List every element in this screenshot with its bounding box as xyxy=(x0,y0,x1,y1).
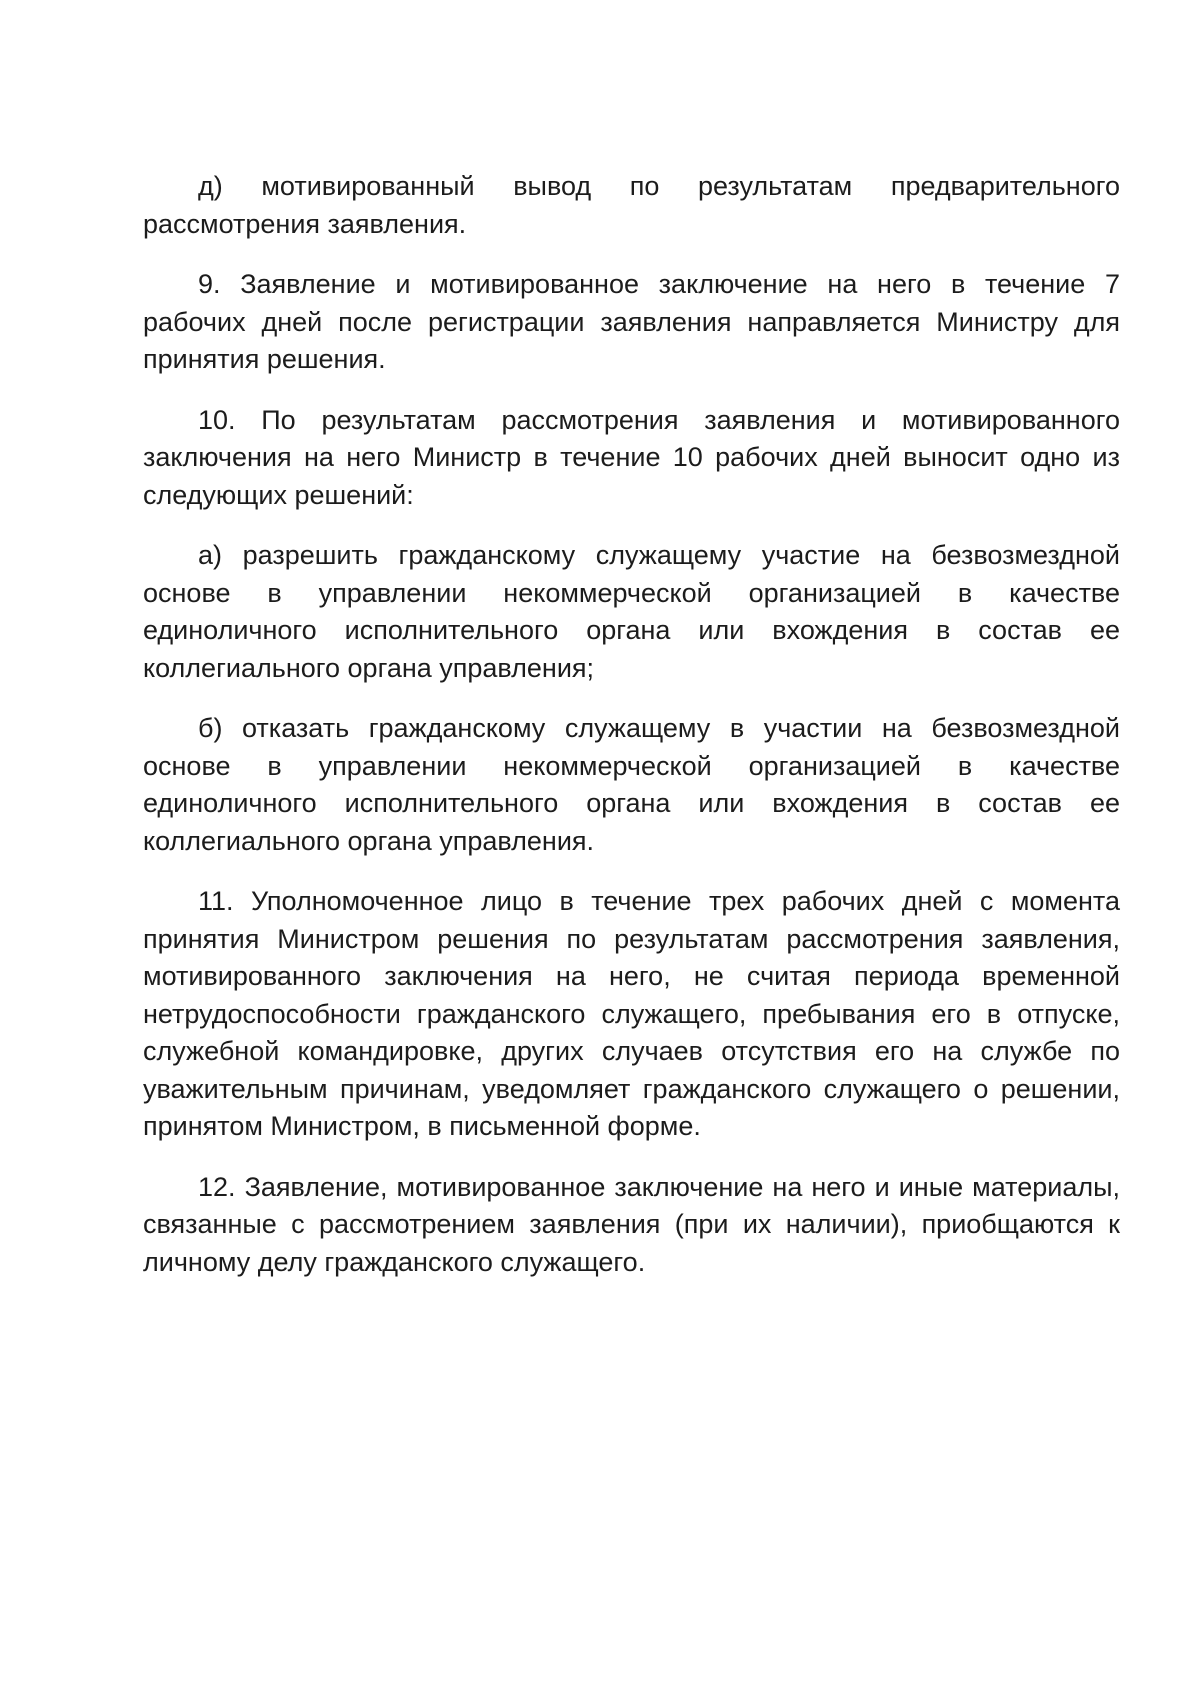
paragraph-d-conclusion: д) мотивированный вывод по результатам предварительного рассмотрения заявления. xyxy=(143,171,1120,239)
paragraph-10: 10. По результатам рассмотрения заявления и мотивированного заключения на него Министр в течение 10 рабочих дней выносит одно из следующих решений: xyxy=(143,404,1120,510)
paragraph-9: 9. Заявление и мотивированное заключение на него в течение 7 рабочих дней после регистрации заявления направляется Министру для принятия решения. xyxy=(143,269,1120,374)
paragraph-12: 12. Заявление, мотивированное заключение на него и иные материалы, связанные с рассмотрением заявления (при их наличии), приобщаются к личному делу гражданского служащего. xyxy=(143,1171,1120,1277)
paragraph-10-a: а) разрешить гражданскому служащему участие на безвозмездной основе в управлении некоммерческой организацией в качестве единоличного исполнительного органа или вхождения в состав ее коллегиального органа управления; xyxy=(143,540,1120,683)
document-page xyxy=(143,168,1120,1304)
paragraph-10-b: б) отказать гражданскому служащему в участии на безвозмездной основе в управлении некоммерческой организацией в качестве единоличного исполнительного органа или вхождения в состав ее коллегиального органа управления. xyxy=(143,713,1120,856)
paragraph-11: 11. Уполномоченное лицо в течение трех рабочих дней с момента принятия Министром решения по результатам рассмотрения заявления, мотивированного заключения на него, не считая периода временной нетрудоспособности гражданского служащего, пребывания его в отпуске, служебной командировке, других случаев отсутствия его на службе по уважительным причинам, уведомляет гражданского служащего о решении, принятом Министром, в письменной форме. xyxy=(143,886,1120,1141)
